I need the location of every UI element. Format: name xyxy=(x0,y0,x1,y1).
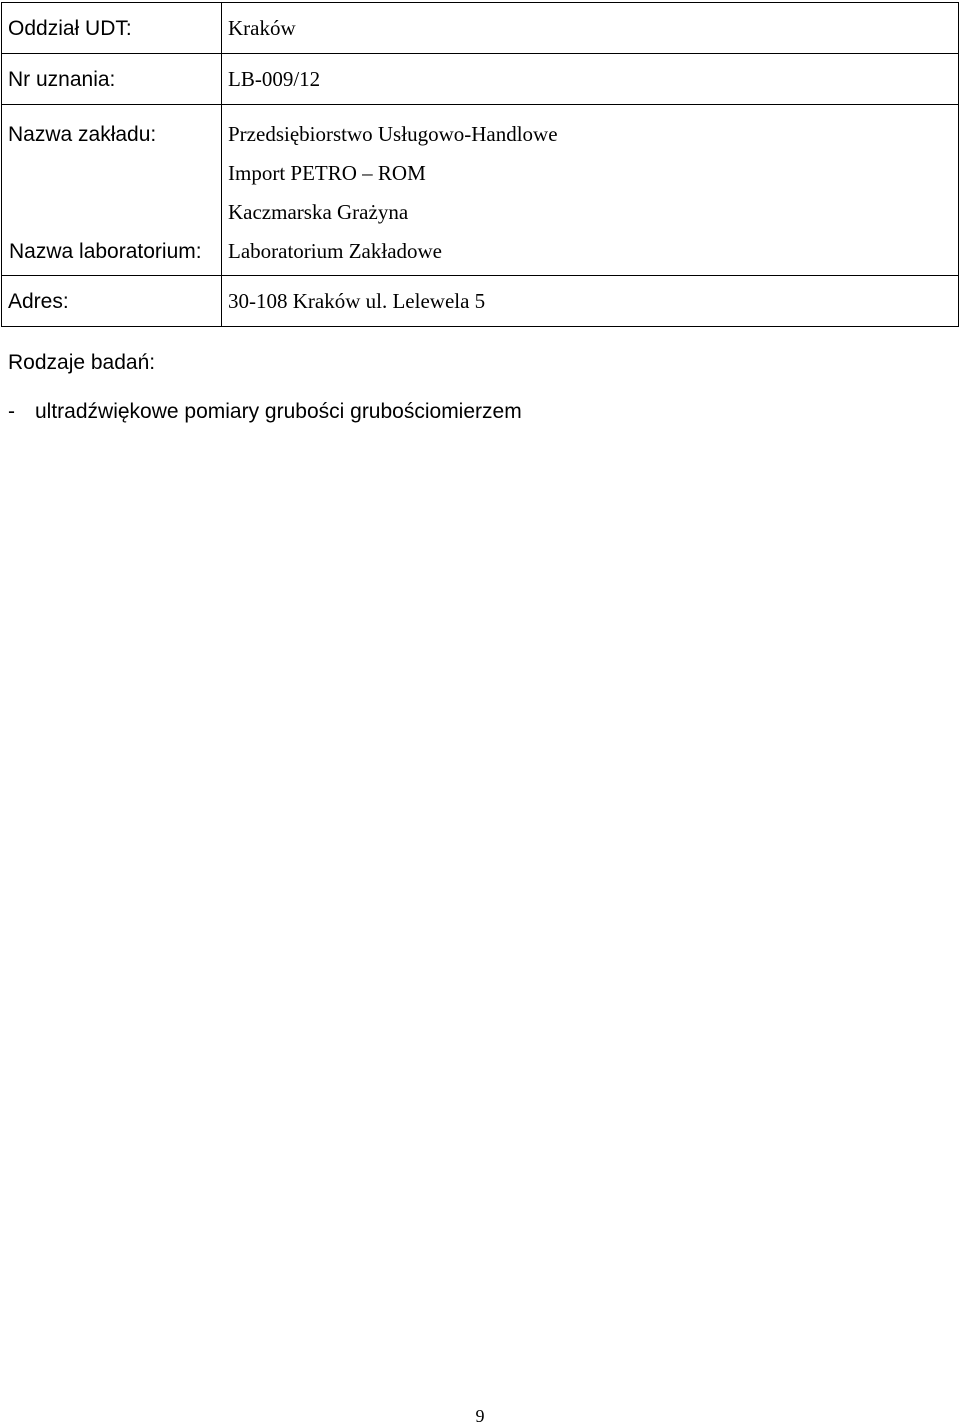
list-bullet: - xyxy=(8,400,15,423)
page-number: 9 xyxy=(475,1406,485,1426)
lab-label: Nazwa laboratorium: xyxy=(9,240,202,263)
recognition-value: LB-009/12 xyxy=(222,54,959,105)
tests-heading: Rodzaje badań: xyxy=(8,351,156,374)
lab-row xyxy=(9,232,958,271)
branch-label: Oddział UDT: xyxy=(2,3,222,54)
address-value: 30-108 Kraków ul. Lelewela 5 xyxy=(222,276,959,327)
lab-info-table xyxy=(1,2,959,327)
branch-value: Kraków xyxy=(222,3,959,54)
plant-row xyxy=(2,105,959,276)
lab-value: Laboratorium Zakładowe xyxy=(228,239,442,263)
branch-row xyxy=(2,3,959,54)
recognition-row xyxy=(2,54,959,105)
plant-label: Nazwa zakładu: xyxy=(2,105,222,276)
address-row xyxy=(2,276,959,327)
recognition-label: Nr uznania: xyxy=(2,54,222,105)
plant-line: Kaczmarska Grażyna xyxy=(228,200,409,224)
test-item-text: ultradźwiękowe pomiary grubości grubościomierzem xyxy=(35,400,522,423)
address-label: Adres: xyxy=(2,276,222,327)
test-list-item xyxy=(8,397,522,427)
plant-line: Import PETRO – ROM xyxy=(228,161,426,185)
plant-line: Przedsiębiorstwo Usługowo-Handlowe xyxy=(228,122,558,146)
